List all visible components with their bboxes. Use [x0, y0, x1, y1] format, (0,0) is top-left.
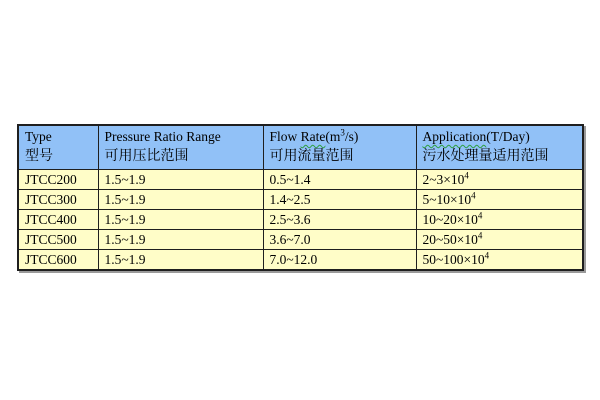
application-exponent: 4 — [484, 250, 490, 261]
col-header-pressure — [98, 125, 263, 170]
flow-cell: 1.4~2.5 — [263, 190, 416, 210]
spec-table — [17, 124, 584, 271]
type-cell: JTCC200 — [18, 170, 98, 190]
col-header-pressure-en: Pressure Ratio Range — [104, 129, 221, 144]
flow-label-mid: (m — [325, 129, 341, 144]
header-row — [18, 125, 583, 170]
type-cell: JTCC500 — [18, 230, 98, 250]
table-row — [18, 230, 583, 250]
flow-label-post: /s) — [344, 129, 359, 144]
col-header-application-en — [423, 127, 577, 147]
table-row — [18, 250, 583, 271]
pressure-cell: 1.5~1.9 — [98, 190, 263, 210]
flow-cell: 3.6~7.0 — [263, 230, 416, 250]
type-cell: JTCC400 — [18, 210, 98, 230]
col-header-pressure-zh: 可用压比范围 — [104, 149, 189, 164]
application-cell: $10\sim 20\times 10^4$ — [416, 210, 583, 230]
col-header-flow-en — [270, 127, 410, 147]
pressure-cell: 1.5~1.9 — [98, 170, 263, 190]
type-cell: JTCC600 — [18, 250, 98, 271]
col-header-application-zh: 污水处理量适用范围 — [422, 149, 549, 164]
pressure-cell: 1.5~1.9 — [98, 210, 263, 230]
application-label-wavy: Application — [422, 129, 487, 144]
table-row — [18, 170, 583, 190]
application-cell: $5\sim 10\times 10^4$ — [416, 190, 583, 210]
flow-label-pre: Flow — [269, 129, 301, 144]
application-label-post: (T/Day) — [486, 129, 530, 144]
flow-cell: 0.5~1.4 — [263, 170, 416, 190]
application-exponent: 4 — [464, 170, 469, 181]
application-cell: $50\sim 100\times 10^4$ — [416, 250, 583, 271]
flow-label-sup: 3 — [340, 127, 345, 138]
table-body — [18, 170, 583, 271]
application-exponent: 4 — [471, 190, 476, 201]
col-header-type-zh: 型号 — [25, 149, 53, 164]
application-cell: $2\sim 3\times 10^4$ — [416, 170, 583, 190]
table-row — [18, 210, 583, 230]
col-header-application — [416, 125, 583, 170]
flow-cell: 7.0~12.0 — [263, 250, 416, 271]
col-header-type — [18, 125, 98, 170]
application-exponent: 4 — [477, 210, 483, 221]
col-header-flow — [263, 125, 416, 170]
pressure-cell: 1.5~1.9 — [98, 230, 263, 250]
table-row — [18, 190, 583, 210]
pressure-cell: 1.5~1.9 — [98, 250, 263, 271]
flow-cell: 2.5~3.6 — [263, 210, 416, 230]
col-header-flow-zh: 可用流量范围 — [269, 149, 354, 164]
flow-label-wavy: Rate — [300, 129, 326, 144]
col-header-type-en: Type — [25, 129, 52, 144]
application-exponent: 4 — [477, 230, 483, 241]
application-cell: $20\sim 50\times 10^4$ — [416, 230, 583, 250]
type-cell: JTCC300 — [18, 190, 98, 210]
